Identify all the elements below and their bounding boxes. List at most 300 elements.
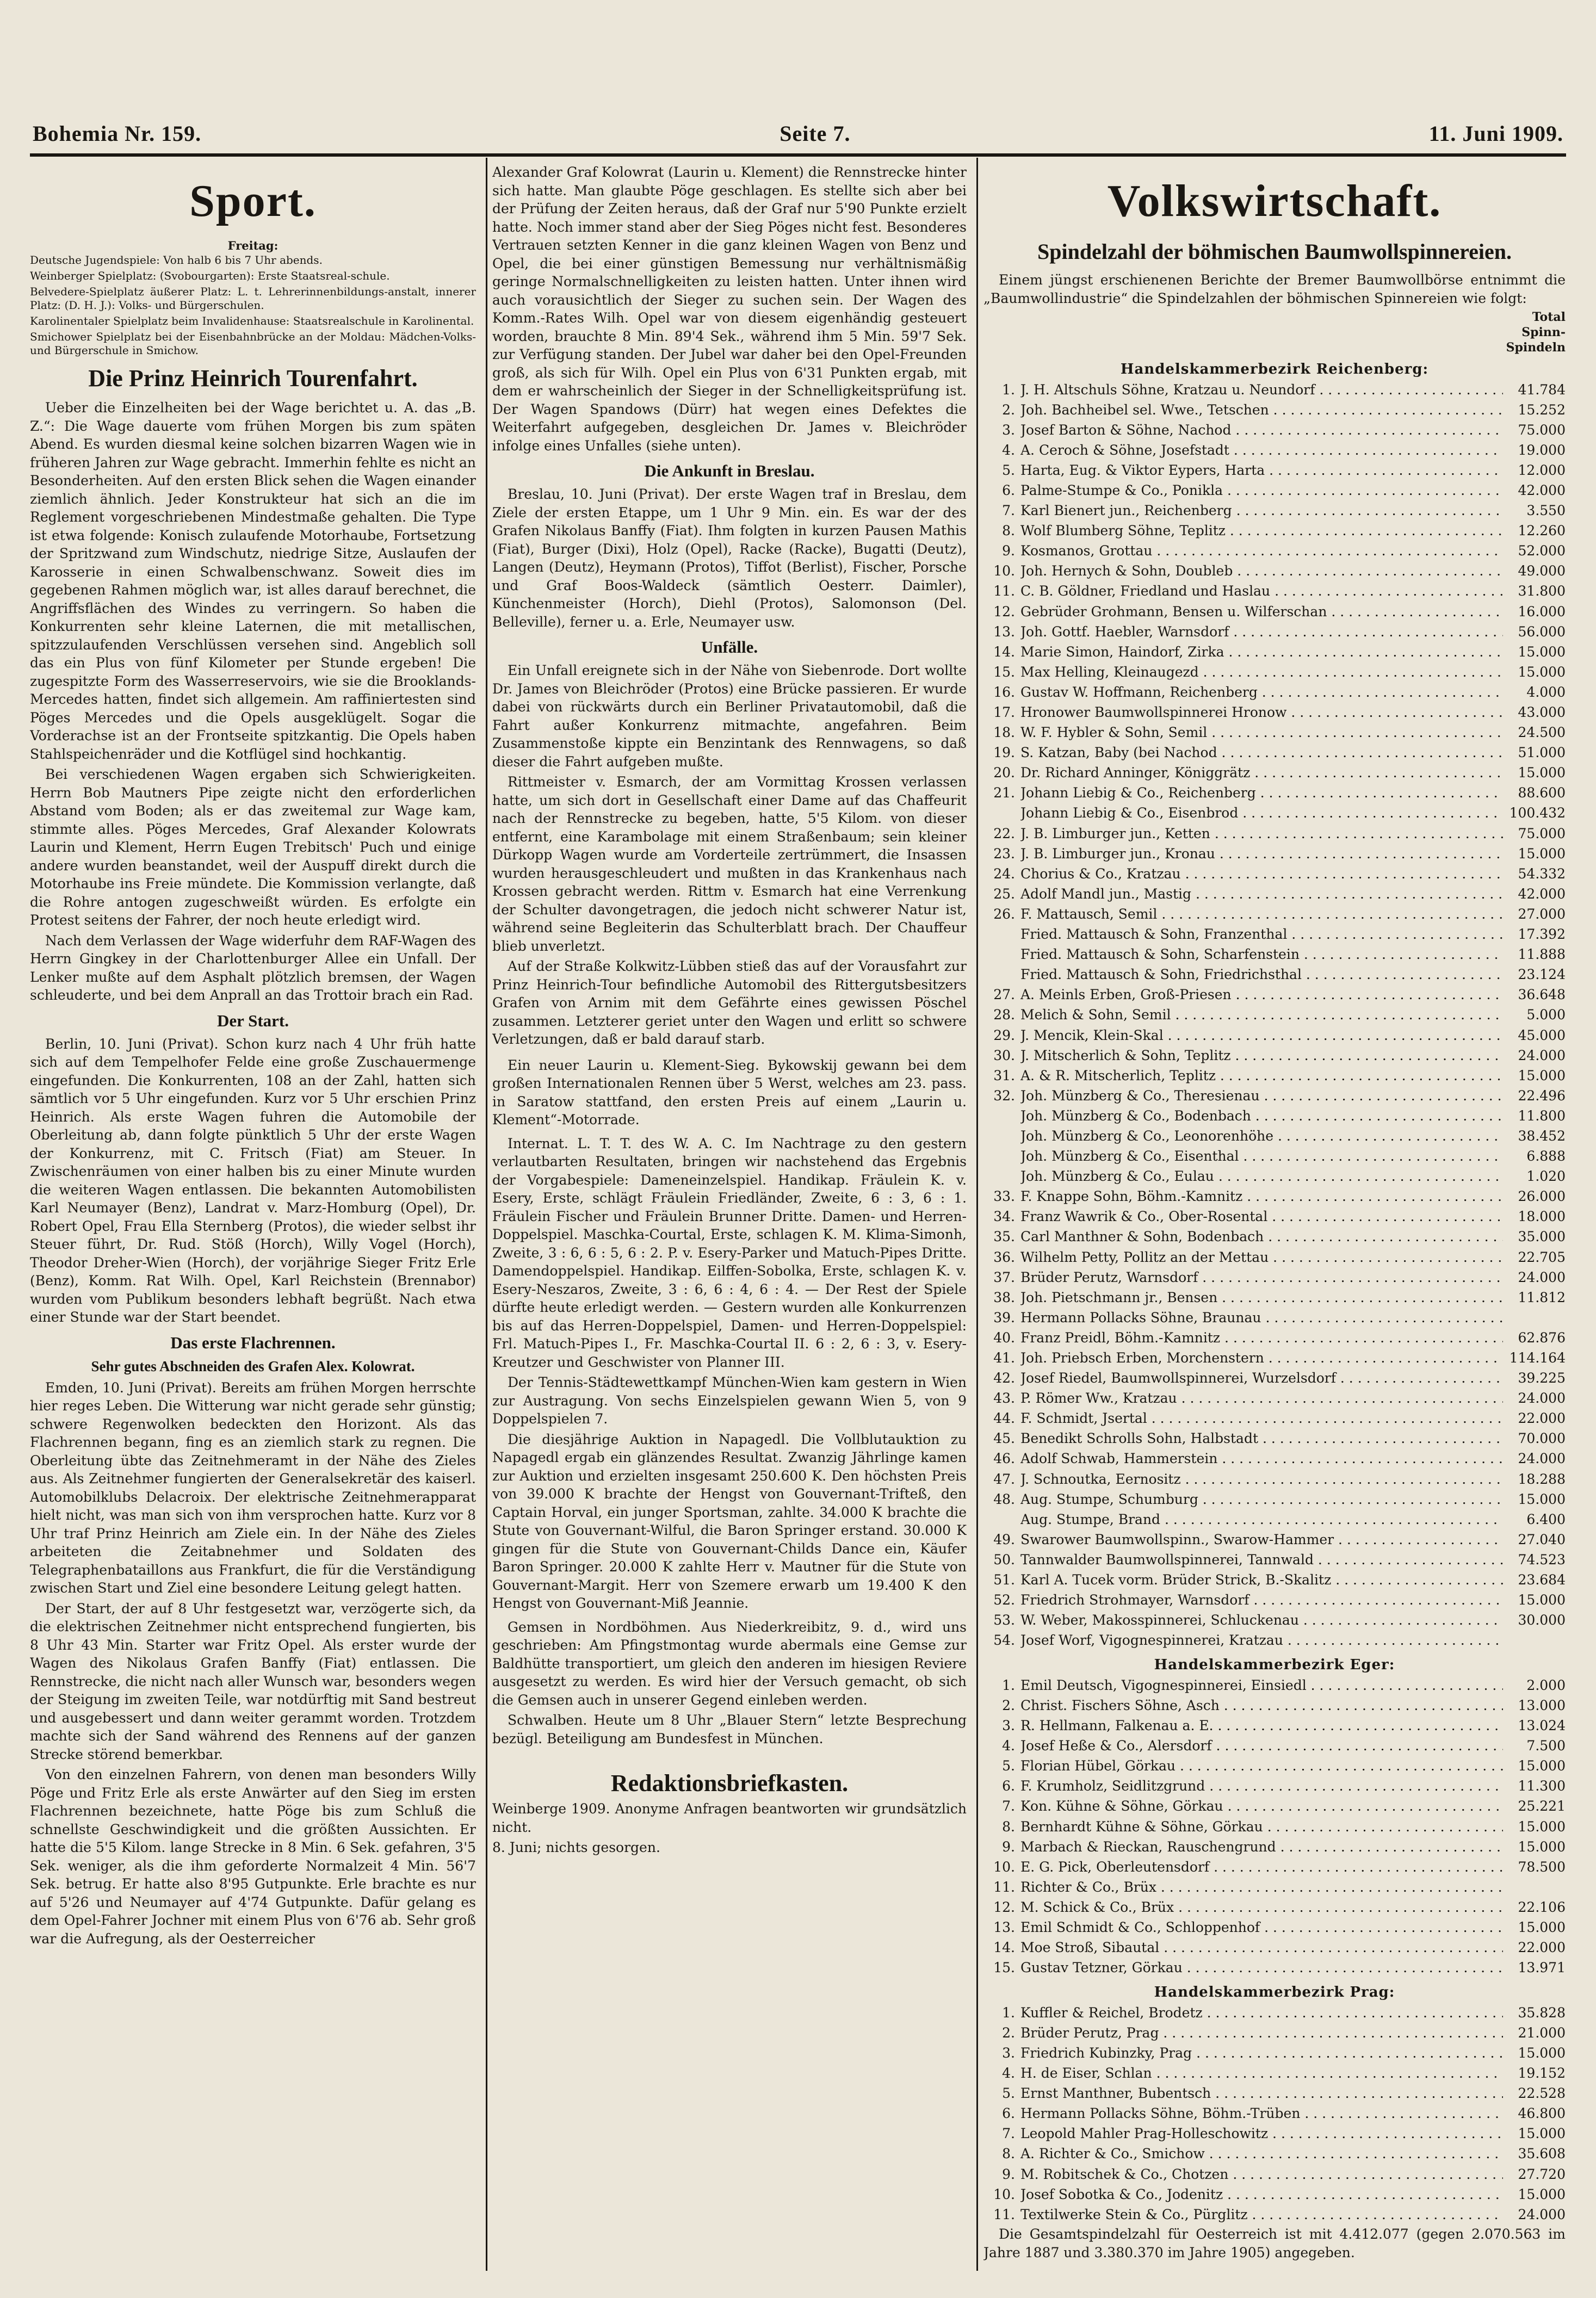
table-row [983, 1389, 1566, 1409]
spindle-count: 2.000 [1526, 1677, 1566, 1693]
spindle-count: 5.000 [1526, 1007, 1566, 1023]
company-name: Josef Heße & Co., Alersdorf . . . [1020, 1736, 1503, 1756]
spindle-count: 35.608 [1518, 2146, 1566, 2162]
row-number: 41. [993, 1350, 1015, 1366]
friday-heading: Freitag: [227, 239, 279, 252]
spindle-count: 11.300 [1518, 1778, 1566, 1794]
row-number: 4. [1002, 1738, 1015, 1754]
row-number: 9. [1002, 2166, 1015, 2182]
row-number: 10. [993, 2186, 1015, 2202]
article-paragraph: Berlin, 10. Juni (Privat). Schon kurz nach 4 Uhr früh hatte sich auf dem Tempelhofer Felde eine große Zuschauermenge eingefunden. Die Konkurrenten, 108 an der Zahl, hatten sich sämtlich vor 5 Uhr eingefunden. Kurz vor 5 Uhr erschien Prinz Heinrich. Als erste Wagen fuhren die Automobile der Oberleitung ab, dann folgte pünktlich 5 Uhr der erste Wagen der Konkurrenz, mit C. Fritsch (Fiat) am Steuer. In Zwischenräumen von einer halben bis zu einer Minute wurden die weiteren Wagen entlassen. Die bekannten Automobilisten Karl Neumayer (Benz), Landrat v. Marz-Homburg (Opel), Dr. Robert Opel, Frau Ella Sternberg (Protos), die wieder selbst ihr Steuer führt, Dr. Rud. Stöß (Horch), Willy Vogel (Horch), Theodor Dreher-Wien (Horch), der vorjährige Sieger Fritz Erle (Benz), Komm. Rat Wilh. Opel, Karl Reichstein (Brennabor) wurden vom Publikum besonders lebhaft begrüßt. Nach etwa einer Stunde war der Start beendet. [30, 1036, 476, 1325]
row-number: 16. [993, 684, 1015, 700]
company-name: Kon. Kühne & Söhne, Görkau . . . [1020, 1797, 1503, 1816]
table-row [983, 400, 1566, 420]
spindle-count: 15.000 [1518, 2045, 1566, 2061]
row-number: 32. [993, 1087, 1015, 1104]
table-row [983, 1429, 1566, 1449]
row-number: 34. [993, 1209, 1015, 1225]
table-row [983, 1207, 1566, 1227]
closing-paragraph: Die Gesamtspindelzahl für Oesterreich ist mit 4.412.077 (gegen 2.070.563 im Jahre 1887 und 3.380.370 im Jahre 1905) angegeben. [983, 2226, 1566, 2260]
table-row [983, 1288, 1566, 1308]
spindle-count: 4.000 [1526, 684, 1566, 700]
table-row [983, 925, 1566, 945]
spindle-count: 24.000 [1518, 1390, 1566, 1407]
table-row [983, 2043, 1566, 2064]
table-row [983, 763, 1566, 783]
row-number: 43. [993, 1390, 1015, 1407]
company-name: Friedrich Strohmayer, Warnsdorf . . . [1020, 1590, 1503, 1610]
row-number: 35. [993, 1229, 1015, 1245]
table-row [983, 2144, 1566, 2164]
company-name: Josef Barton & Söhne, Nachod . . . [1020, 420, 1503, 440]
flachrennen-subheading: Sehr gutes Abschneiden des Grafen Alex. Kolowrat. [91, 1358, 415, 1374]
row-number: 53. [993, 1612, 1015, 1628]
company-name: S. Katzan, Baby (bei Nachod . . . [1020, 743, 1503, 763]
table-row [983, 1086, 1566, 1106]
company-name: Harta, Eug. & Viktor Eypers, Harta . . . [1020, 461, 1503, 480]
row-number: 2. [1002, 2024, 1015, 2041]
company-name: Joh. Pietschmann jr., Bensen . . . [1020, 1288, 1503, 1308]
friday-line: Karolinentaler Spielplatz beim Invalidenhause: Staatsrealschule in Karolinental. [30, 314, 474, 327]
company-name: Joh. Gottf. Haebler, Warnsdorf . . . [1020, 622, 1503, 642]
row-number: 26. [993, 906, 1015, 922]
company-name: A. & R. Mitscherlich, Teplitz . . . [1020, 1066, 1503, 1086]
row-number: 4. [1002, 442, 1015, 458]
spindle-count: 42.000 [1518, 482, 1566, 498]
tour-heading: Die Prinz Heinrich Tourenfahrt. [88, 365, 418, 392]
spindle-count: 15.000 [1518, 1838, 1566, 1855]
company-name: Aug. Stumpe, Brand . . . [1020, 1510, 1503, 1529]
row-number: 33. [993, 1188, 1015, 1205]
spindle-count: 7.500 [1526, 1738, 1566, 1754]
article-paragraph: Auf der Straße Kolkwitz-Lübben stieß das auf der Vorausfahrt zur Prinz Heinrich-Tour befindliche Automobil des Rittergutsbesitzers Grafen von Arnim mit dem Gefährte eines gewissen Pöschel zusammen. Letzterer geriet unter den Wagen und erlitt so schwere Verletzungen, daß er bald darauf starb. [492, 958, 967, 1047]
row-number: 11. [993, 1879, 1015, 1895]
row-number: 15. [993, 664, 1015, 680]
table-row [983, 1005, 1566, 1025]
company-name: Chorius & Co., Kratzau . . . [1020, 864, 1503, 884]
company-name: Karl Bienert jun., Reichenberg . . . [1020, 501, 1503, 521]
table-row [983, 662, 1566, 683]
row-number: 14. [993, 1940, 1015, 1956]
table-row [983, 1510, 1566, 1530]
table-row [983, 723, 1566, 743]
row-number: 9. [1002, 1838, 1015, 1855]
company-name: F. Mattausch, Semil . . . [1020, 905, 1503, 924]
table-row [983, 1248, 1566, 1268]
row-number: 28. [993, 1007, 1015, 1023]
spindle-count: 16.000 [1518, 603, 1566, 620]
spindle-count: 22.000 [1518, 1940, 1566, 1956]
row-number: 29. [993, 1027, 1015, 1043]
spindle-count: 24.000 [1518, 1047, 1566, 1063]
table-row [983, 1126, 1566, 1147]
company-name: E. G. Pick, Oberleutensdorf . . . [1020, 1857, 1503, 1877]
table-row [983, 1550, 1566, 1570]
spindle-count: 15.000 [1518, 664, 1566, 680]
table-row [983, 985, 1566, 1005]
company-name: M. Schick & Co., Brüx . . . [1020, 1898, 1503, 1917]
row-number: 39. [993, 1309, 1015, 1325]
company-name: F. Krumholz, Seidlitzgrund . . . [1020, 1776, 1503, 1796]
row-number: 6. [1002, 482, 1015, 498]
briefkasten-line: 8. Juni; nichts gesorgen. [492, 1839, 660, 1855]
company-name: J. B. Limburger jun., Kronau . . . [1020, 844, 1503, 864]
company-name: J. B. Limburger jun., Ketten . . . [1020, 824, 1503, 844]
company-name: Marie Simon, Haindorf, Zirka . . . [1020, 642, 1503, 662]
row-number: 13. [993, 623, 1015, 640]
row-number: 42. [993, 1370, 1015, 1386]
company-name: Moe Stroß, Sibautal . . . [1020, 1938, 1503, 1958]
table-row [983, 1797, 1566, 1817]
article-paragraph: Von den einzelnen Fahrern, von denen man besonders Willy Pöge und Fritz Erle als erste Anwärter auf den Sieg im ersten Flachrennen bezeichnete, hatte Pöge bis zum Schluß die schnellste Geschwindigkeit und die größten Aussichten. Er hatte die 5'5 Kilom. lange Strecke in 8 Min. 6 Sek. gefahren, 3'5 Sek. weniger, als die ihm geforderte Normalzeit 4 Min. 56'7 Sek. betrug. Er hatte also 8'95 Gutpunkte. Erle brachte es nur auf 5'26 und Neumayer auf 4'74 Gutpunkte. Dafür gelang es dem Opel-Fahrer Jochner mit einem Plus von 6'76 ab. Sehr groß war die Aufregung, als der Oesterreicher [30, 1767, 476, 1947]
row-number: 8. [1002, 523, 1015, 539]
company-name: Joh. Bachheibel sel. Wwe., Tetschen . . . [1020, 400, 1503, 420]
row-number: 6. [1002, 2105, 1015, 2122]
table-row [983, 2124, 1566, 2144]
row-number: 23. [993, 845, 1015, 862]
spindle-count: 12.000 [1518, 462, 1566, 478]
company-name: Kosmanos, Grottau . . . [1020, 541, 1503, 561]
table-row [983, 1187, 1566, 1207]
spindle-count: 13.024 [1518, 1718, 1566, 1734]
article-paragraph: Internat. L. T. T. des W. A. C. Im Nachtrage zu den gestern verlautbarten Resultaten, bringen wir nachstehend das Ergebnis der Vorgabespiele: Dameneinzelspiel. Handikap. Fräulein K. v. Esery, Erste, schlägt Fräulein Friedländer, Zweite, 6 : 3, 6 : 1. Fräulein Fischer und Fräulein Brunner Dritte. Damen- und Herren-Doppelspiel. Maschka-Courtal, Erste, schlagen K. M. Klima-Simonh, Zweite, 3 : 6, 6 : 5, 6 : 2. P. v. Esery-Parker und Matuch-Pipes Dritte. Damendoppelspiel. Handikap. Eilffen-Sobolka, Erste, schlagen K. v. Esery-Neszaros, Zweite, 3 : 6, 6 : 4, 6 : 4. — Der Rest der Spiele dürfte heute erledigt werden. — Gestern wurden alle Konkurrenzen bis auf das Herren-Doppelspiel, Damen- und Herren-Doppelspiel: Frl. Matuch-Pipes I., Fr. Maschka-Courtal II. 6 : 2, 6 : 3, v. Esery-Kreutzer und Geschwister von Planner III. [492, 1135, 967, 1370]
row-number: 31. [993, 1067, 1015, 1083]
table-row [983, 1590, 1566, 1611]
row-number: 38. [993, 1289, 1015, 1305]
spindle-count: 24.000 [1518, 1269, 1566, 1285]
table-row [983, 1147, 1566, 1167]
article-paragraph: Alexander Graf Kolowrat (Laurin u. Klement) die Rennstrecke hinter sich hatte. Man glaubte Pöge geschlagen. Es stellte sich aber bei der Prüfung der Zeiten heraus, daß der Graf nur 5'90 Punkte erzielt hatte. Noch immer stand aber der Sieg Pöges nicht fest. Besonderes Vertrauen setzten Kenner in die ganz kleinen Wagen von Benz und Opel, die bei einer günstigen Bemessung nur verhältnismäßig geringe Normalschnelligkeiten zu leisten hatten. Unter ihnen wird auch vorausichtlich der Sieger zu suchen sein. Der Wagen des Komm.-Rates Wilh. Opel war von diesem eigenhändig gesteuert worden, brauchte 8 Min. 89'4 Sek., während ihm 5 Min. 59'7 Sek. zur Verfügung standen. Der Jubel war daher bei den Opel-Freunden groß, als sich für Wilh. Opel ein Plus von 6'31 Punkten ergab, mit dem er wahrscheinlich der Sieger in der Schnelligkeitsprüfung ist. Der Wagen Spandows (Dürr) hat wegen eines Defektes die Weiterfahrt aufgegeben, desgleichen Dr. James v. Bleichröder infolge eines Unfalles (siehe unten). [492, 164, 967, 454]
spindle-count: 15.000 [1518, 2186, 1566, 2202]
company-name: H. de Eiser, Schlan . . . [1020, 2064, 1503, 2083]
company-name: Franz Wawrik & Co., Ober-Rosental . . . [1020, 1207, 1503, 1227]
spindle-count: 70.000 [1518, 1430, 1566, 1447]
start-heading: Der Start. [217, 1011, 289, 1030]
table-row [983, 2023, 1566, 2043]
spindle-count: 22.705 [1518, 1249, 1566, 1265]
row-number: 36. [993, 1249, 1015, 1265]
company-name: W. F. Hybler & Sohn, Semil . . . [1020, 723, 1503, 742]
table-row [983, 1736, 1566, 1756]
spindle-count: 30.000 [1518, 1612, 1566, 1628]
company-name: Joh. Münzberg & Co., Theresienau . . . [1020, 1086, 1503, 1106]
spindle-count: 45.000 [1518, 1027, 1566, 1043]
row-number: 51. [993, 1572, 1015, 1588]
company-name: Aug. Stumpe, Schumburg . . . [1020, 1490, 1503, 1509]
row-number: 10. [993, 563, 1015, 579]
row-number: 14. [993, 643, 1015, 660]
table-row [983, 1308, 1566, 1328]
spindle-count: 15.000 [1518, 765, 1566, 781]
company-name: Franz Preidl, Böhm.-Kamnitz . . . [1020, 1328, 1503, 1348]
table-row [983, 1837, 1566, 1857]
spindle-count: 36.648 [1518, 987, 1566, 1003]
row-number: 3. [1002, 422, 1015, 438]
row-number: 17. [993, 704, 1015, 720]
article-paragraph: Der Start, der auf 8 Uhr festgesetzt war, verzögerte sich, da die elektrischen Zeitnehmer nicht entsprechend fungierten, bis 8 Uhr 43 Min. Starter war Fritz Opel. Als erster wurde der Wagen des Nikolaus Grafen Banffy (Fiat) entlassen. Die Rennstrecke, die nicht nach aller Wunsch war, besonders wegen der Steigung im zweiten Teile, war notdürftig mit Sand bestreut und ausgebessert und dann weiter gerammt worden. Trotzdem machte sich der Sand während des Rennens auf der ganzen Strecke störend bemerkbar. [30, 1600, 476, 1762]
spindle-count: 100.432 [1509, 805, 1566, 821]
company-name: Marbach & Rieckan, Rauschengrund . . . [1020, 1837, 1503, 1857]
spindle-count: 15.000 [1518, 1067, 1566, 1083]
economy-title: Volkswirtschaft. [1107, 176, 1442, 226]
row-number: 7. [1002, 503, 1015, 519]
company-name: Joh. Münzberg & Co., Eisenthal . . . [1020, 1147, 1503, 1166]
company-name: Karl A. Tucek vorm. Brüder Strick, B.-Skalitz . . . [1020, 1570, 1503, 1590]
company-name: Josef Sobotka & Co., Jodenitz . . . [1020, 2185, 1503, 2204]
spindle-table-reichenberg [983, 380, 1566, 1651]
table-row [983, 1716, 1566, 1736]
spindle-count: 41.784 [1518, 381, 1566, 398]
table-row [983, 743, 1566, 763]
company-name: Gebrüder Grohmann, Bensen u. Wilferschan . . . [1020, 602, 1503, 622]
spindle-count: 15.252 [1518, 401, 1566, 418]
spindle-count: 21.000 [1518, 2024, 1566, 2041]
briefkasten-line: Weinberge 1909. Anonyme Anfragen beantworten wir grundsätzlich nicht. [492, 1801, 967, 1835]
company-name: M. Robitschek & Co., Chotzen . . . [1020, 2165, 1503, 2184]
page-header [33, 117, 1563, 150]
spindle-count: 56.000 [1518, 623, 1566, 640]
spindle-count: 15.000 [1518, 1919, 1566, 1936]
table-row [983, 561, 1566, 581]
row-number: 48. [993, 1491, 1015, 1507]
issue-number: Bohemia Nr. 159. [33, 121, 202, 146]
company-name: Florian Hübel, Görkau . . . [1020, 1756, 1503, 1776]
company-name: J. Schnoutka, Eernositz . . . [1020, 1470, 1503, 1489]
table-row [983, 1066, 1566, 1086]
spindle-count: 75.000 [1518, 825, 1566, 841]
table-row [983, 602, 1566, 622]
table-row [983, 1530, 1566, 1550]
spindle-count: 3.550 [1526, 503, 1566, 519]
spindle-count: 15.000 [1518, 643, 1566, 660]
company-name: Bernhardt Kühne & Söhne, Görkau . . . [1020, 1817, 1503, 1837]
spindle-count: 11.812 [1518, 1289, 1566, 1305]
company-name: Emil Deutsch, Vigognespinnerei, Einsiedl . . . [1020, 1676, 1503, 1695]
table-row [983, 1938, 1566, 1958]
spindle-count: 35.000 [1518, 1229, 1566, 1245]
company-name: Carl Manthner & Sohn, Bodenbach . . . [1020, 1227, 1503, 1247]
company-name: Joh. Münzberg & Co., Eulau . . . [1020, 1167, 1503, 1186]
table-row [983, 2185, 1566, 2205]
spindle-count: 54.332 [1518, 865, 1566, 882]
table-row [983, 461, 1566, 481]
spindle-count: 12.260 [1518, 523, 1566, 539]
row-number: 18. [993, 724, 1015, 741]
spindle-count: 11.888 [1518, 946, 1566, 963]
friday-line: Deutsche Jugendspiele: Von halb 6 bis 7 Uhr abends. [30, 253, 323, 267]
spindle-count: 49.000 [1518, 563, 1566, 579]
table-row [983, 1490, 1566, 1510]
table-row [983, 783, 1566, 803]
article-paragraph: Einem jüngst erschienenen Berichte der Bremer Baumwollbörse entnimmt die „Baumwollindustrie“ die Spindelzahlen der böhmischen Spinnereien wie folgt: [983, 272, 1566, 306]
company-name: Fried. Mattausch & Sohn, Franzenthal . . . [1020, 925, 1503, 944]
spindle-count: 42.000 [1518, 885, 1566, 902]
row-number: 11. [993, 583, 1015, 599]
company-name: J. Mitscherlich & Sohn, Teplitz . . . [1020, 1046, 1503, 1066]
group-heading-reichenberg: Handelskammerbezirk Reichenberg: [1120, 361, 1429, 377]
company-name: Tannwalder Baumwollspinnerei, Tannwald . . . [1020, 1550, 1503, 1570]
company-name: Brüder Perutz, Warnsdorf . . . [1020, 1268, 1503, 1287]
table-row [983, 501, 1566, 521]
company-name: Josef Riedel, Baumwollspinnerei, Wurzelsdorf . . . [1020, 1368, 1503, 1388]
row-number: 7. [1002, 2126, 1015, 2142]
spindle-count: 22.106 [1518, 1899, 1566, 1915]
row-number: 24. [993, 865, 1015, 882]
spindle-count: 114.164 [1509, 1350, 1566, 1366]
spindle-count: 75.000 [1518, 422, 1566, 438]
spindle-count: 38.452 [1518, 1128, 1566, 1144]
company-name: Adolf Schwab, Hammerstein . . . [1020, 1449, 1503, 1469]
friday-line: Belvedere-Spielplatz äußerer Platz: L. t. Lehrerinnenbildungs-anstalt, innerer Platz: (D. H. J.): Volks- und Bürgerschulen. [30, 285, 476, 312]
row-number: 27. [993, 987, 1015, 1003]
spindle-count: 22.528 [1518, 2085, 1566, 2102]
table-row [983, 420, 1566, 441]
row-number: 11. [993, 2206, 1015, 2222]
article-paragraph: Breslau, 10. Juni (Privat). Der erste Wagen traf in Breslau, dem Ziele der ersten Etappe, um 1 Uhr 9 Min. ein. Es war der des Grafen Nikolaus Banffy (Fiat). Ihm folgten in kurzen Pausen Mathis (Fiat), Burger (Dixi), Holz (Opel), Racke (Racke), Bugatti (Deutz), Langen (Deutz), Heymann (Protos), Tiffot (Berlist), Fischer, Porsche und Graf Boos-Waldeck (sämtlich Oesterr. Daimler), Künchenmeister (Horch), Diehl (Protos), Salomonson (Del. Belleville), ferner u. a. Erle, Neumayer usw. [492, 486, 967, 630]
row-number: 5. [1002, 1758, 1015, 1774]
spindle-count: 46.800 [1518, 2105, 1566, 2122]
table-row [983, 1611, 1566, 1631]
table-row [983, 380, 1566, 400]
spindle-count: 6.400 [1526, 1511, 1566, 1527]
row-number: 46. [993, 1451, 1015, 1467]
article-paragraph: Schwalben. Heute um 8 Uhr „Blauer Stern“ letzte Besprechung bezügl. Beteiligung am Bundesfest in München. [492, 1712, 967, 1746]
row-number: 2. [1002, 1698, 1015, 1713]
row-number: 10. [993, 1859, 1015, 1875]
row-number: 9. [1002, 543, 1015, 559]
issue-date: 11. Juni 1909. [1428, 121, 1563, 146]
table-row [983, 965, 1566, 985]
row-number: 45. [993, 1430, 1015, 1447]
company-name: Richter & Co., Brüx . . . [1020, 1878, 1503, 1897]
article-paragraph: Bei verschiedenen Wagen ergaben sich Schwierigkeiten. Herrn Bob Mautners Pipe zeigte nicht den erforderlichen Abstand vom Boden; als er das zweitemal zur Wage kam, stimmte alles. Pöges Mercedes, Graf Alexander Kolowrats Laurin und Klement, Herrn Eugen Trebitsch' Puch und einige andere wurden beanstandet, weil der Auspuff direkt durch die Motorhaube ins Freie mündete. Die Kommission verlangte, daß die Rohre antogen zugeschweißt würden. Es erfolgte ein Protest seitens der Fahrer, der noch heute erledigt wird. [30, 766, 476, 928]
row-number: 50. [993, 1551, 1015, 1568]
row-number: 44. [993, 1410, 1015, 1427]
spindle-count: 15.000 [1518, 1818, 1566, 1835]
breslau-heading: Die Ankunft in Breslau. [644, 461, 815, 480]
company-name: J. Mencik, Klein-Skal . . . [1020, 1026, 1503, 1045]
spindle-count: 24.500 [1518, 724, 1566, 741]
company-name: Hronower Baumwollspinnerei Hronow . . . [1020, 703, 1503, 722]
friday-line: Smichower Spielplatz bei der Eisenbahnbrücke an der Moldau: Mädchen-Volks- und Bürgerschule in Smichow. [30, 330, 476, 357]
table-row [983, 1958, 1566, 1978]
spindle-count: 6.888 [1526, 1148, 1566, 1165]
table-row [983, 642, 1566, 662]
spindle-count: 24.000 [1518, 1451, 1566, 1467]
row-number: 21. [993, 785, 1015, 801]
row-number: 22. [993, 825, 1015, 841]
table-row [983, 1570, 1566, 1590]
spindle-count: 35.828 [1518, 2004, 1566, 2021]
table-row [983, 541, 1566, 561]
company-name: F. Schmidt, Jsertal . . . [1020, 1409, 1503, 1428]
table-row [983, 803, 1566, 823]
table-row [983, 1026, 1566, 1046]
table-row [983, 1918, 1566, 1938]
company-name: Leopold Mahler Prag-Holleschowitz . . . [1020, 2124, 1503, 2144]
company-name: Christ. Fischers Söhne, Asch . . . [1020, 1696, 1503, 1715]
company-name: Wolf Blumberg Söhne, Teplitz . . . [1020, 521, 1503, 541]
table-row [983, 1328, 1566, 1348]
company-name: Johann Liebig & Co., Reichenberg . . . [1020, 783, 1503, 803]
company-name: Dr. Richard Anninger, Königgrätz . . . [1020, 763, 1503, 783]
economy-column [983, 163, 1566, 2271]
table-row [983, 844, 1566, 864]
row-number: 52. [993, 1592, 1015, 1608]
article-paragraph: Der Tennis-Städtewettkampf München-Wien kam gestern in Wien zur Austragung. Von sechs Einzelspielen gewann Wien 5, von 9 Doppelspielen 7. [492, 1374, 967, 1427]
table-row [983, 683, 1566, 703]
table-row [983, 1167, 1566, 1187]
spindle-count: 19.000 [1518, 442, 1566, 458]
spindle-count: 62.876 [1518, 1329, 1566, 1346]
table-row [983, 945, 1566, 965]
spindle-count: 17.392 [1518, 926, 1566, 943]
table-row [983, 481, 1566, 501]
page-number: Seite 7. [780, 121, 851, 146]
spindle-table-eger [983, 1676, 1566, 1978]
row-number: 6. [1002, 1778, 1015, 1794]
table-row [983, 1817, 1566, 1837]
company-name: Textilwerke Stein & Co., Pürglitz . . . [1020, 2205, 1503, 2225]
spindle-count: 18.000 [1518, 1209, 1566, 1225]
header-rule [30, 153, 1566, 157]
spindle-count: 27.040 [1518, 1531, 1566, 1547]
company-name: Fried. Mattausch & Sohn, Scharfenstein . . . [1020, 945, 1503, 964]
row-number: 25. [993, 885, 1015, 902]
spindle-count: 52.000 [1518, 543, 1566, 559]
company-name: P. Römer Ww., Kratzau . . . [1020, 1389, 1503, 1408]
company-name: Melich & Sohn, Semil . . . [1020, 1005, 1503, 1025]
table-row [983, 1696, 1566, 1716]
table-row [983, 1857, 1566, 1878]
row-number: 12. [993, 603, 1015, 620]
row-number: 54. [993, 1632, 1015, 1649]
company-name: Emil Schmidt & Co., Schloppenhof . . . [1020, 1918, 1503, 1937]
table-row [983, 824, 1566, 844]
column-divider [976, 158, 978, 2271]
table-row [983, 1409, 1566, 1429]
row-number: 4. [1002, 2065, 1015, 2082]
spindle-count: 15.000 [1518, 1491, 1566, 1507]
company-name: R. Hellmann, Falkenau a. E. . . . [1020, 1716, 1503, 1736]
company-name: A. Richter & Co., Smichow . . . [1020, 2144, 1503, 2164]
group-heading-prag: Handelskammerbezirk Prag: [1154, 1984, 1395, 2001]
row-number: 5. [1002, 2085, 1015, 2102]
company-name: Benedikt Schrolls Sohn, Halbstadt . . . [1020, 1429, 1503, 1448]
row-number: 47. [993, 1471, 1015, 1487]
table-row [983, 1878, 1566, 1898]
column-divider [486, 158, 487, 2271]
company-name: Palme-Stumpe & Co., Ponikla . . . [1020, 481, 1503, 500]
table-row [983, 1046, 1566, 1066]
company-name: Gustav Tetzner, Görkau . . . [1020, 1958, 1503, 1978]
row-number: 8. [1002, 2146, 1015, 2162]
article-paragraph: Rittmeister v. Esmarch, der am Vormittag Krossen verlassen hatte, um sich dort in Gesellschaft einer Dame auf das Chaffeurit nach der Rennstrecke zu begeben, hatte, 5'5 Kilom. von dieser entfernt, eine Karambolage mit einem Straßenbaum; sein kleiner Dürkopp Wagen wurde am Vorderteile zertrümmert, die Insassen wurden herausgeschleudert und mußten in das Krankenhaus nach Krossen gebracht werden. Rittm v. Esmarch hat eine Verrenkung der Schulter davongetragen, die jedoch nicht schwerer Natur ist, während seine Begleiterin das Schulterblatt brach. Der Chauffeur blieb unverletzt. [492, 774, 967, 954]
company-name: Joh. Priebsch Erben, Morchenstern . . . [1020, 1348, 1503, 1368]
row-number: 15. [993, 1960, 1015, 1976]
company-name: Joh. Münzberg & Co., Leonorenhöhe . . . [1020, 1126, 1503, 1146]
company-name: J. H. Altschuls Söhne, Kratzau u. Neundorf . . . [1020, 380, 1503, 400]
spindle-count: 31.800 [1518, 583, 1566, 599]
table-row [983, 2064, 1566, 2084]
spindle-count: 24.000 [1518, 2206, 1566, 2222]
spindle-count: 51.000 [1518, 745, 1566, 761]
spindle-count: 15.000 [1518, 845, 1566, 862]
article-paragraph: Ein neuer Laurin u. Klement-Sieg. Bykowskij gewann bei dem großen Internationalen Rennen über 5 Werst, welches am 23. pass. in Saratow stattfand, den ersten Preis auf einem „Laurin u. Klement“-Motorrade. [492, 1057, 967, 1128]
company-name: Fried. Mattausch & Sohn, Friedrichsthal . . . [1020, 965, 1503, 984]
row-number: 40. [993, 1329, 1015, 1346]
company-name: Joh. Münzberg & Co., Bodenbach . . . [1020, 1106, 1503, 1126]
